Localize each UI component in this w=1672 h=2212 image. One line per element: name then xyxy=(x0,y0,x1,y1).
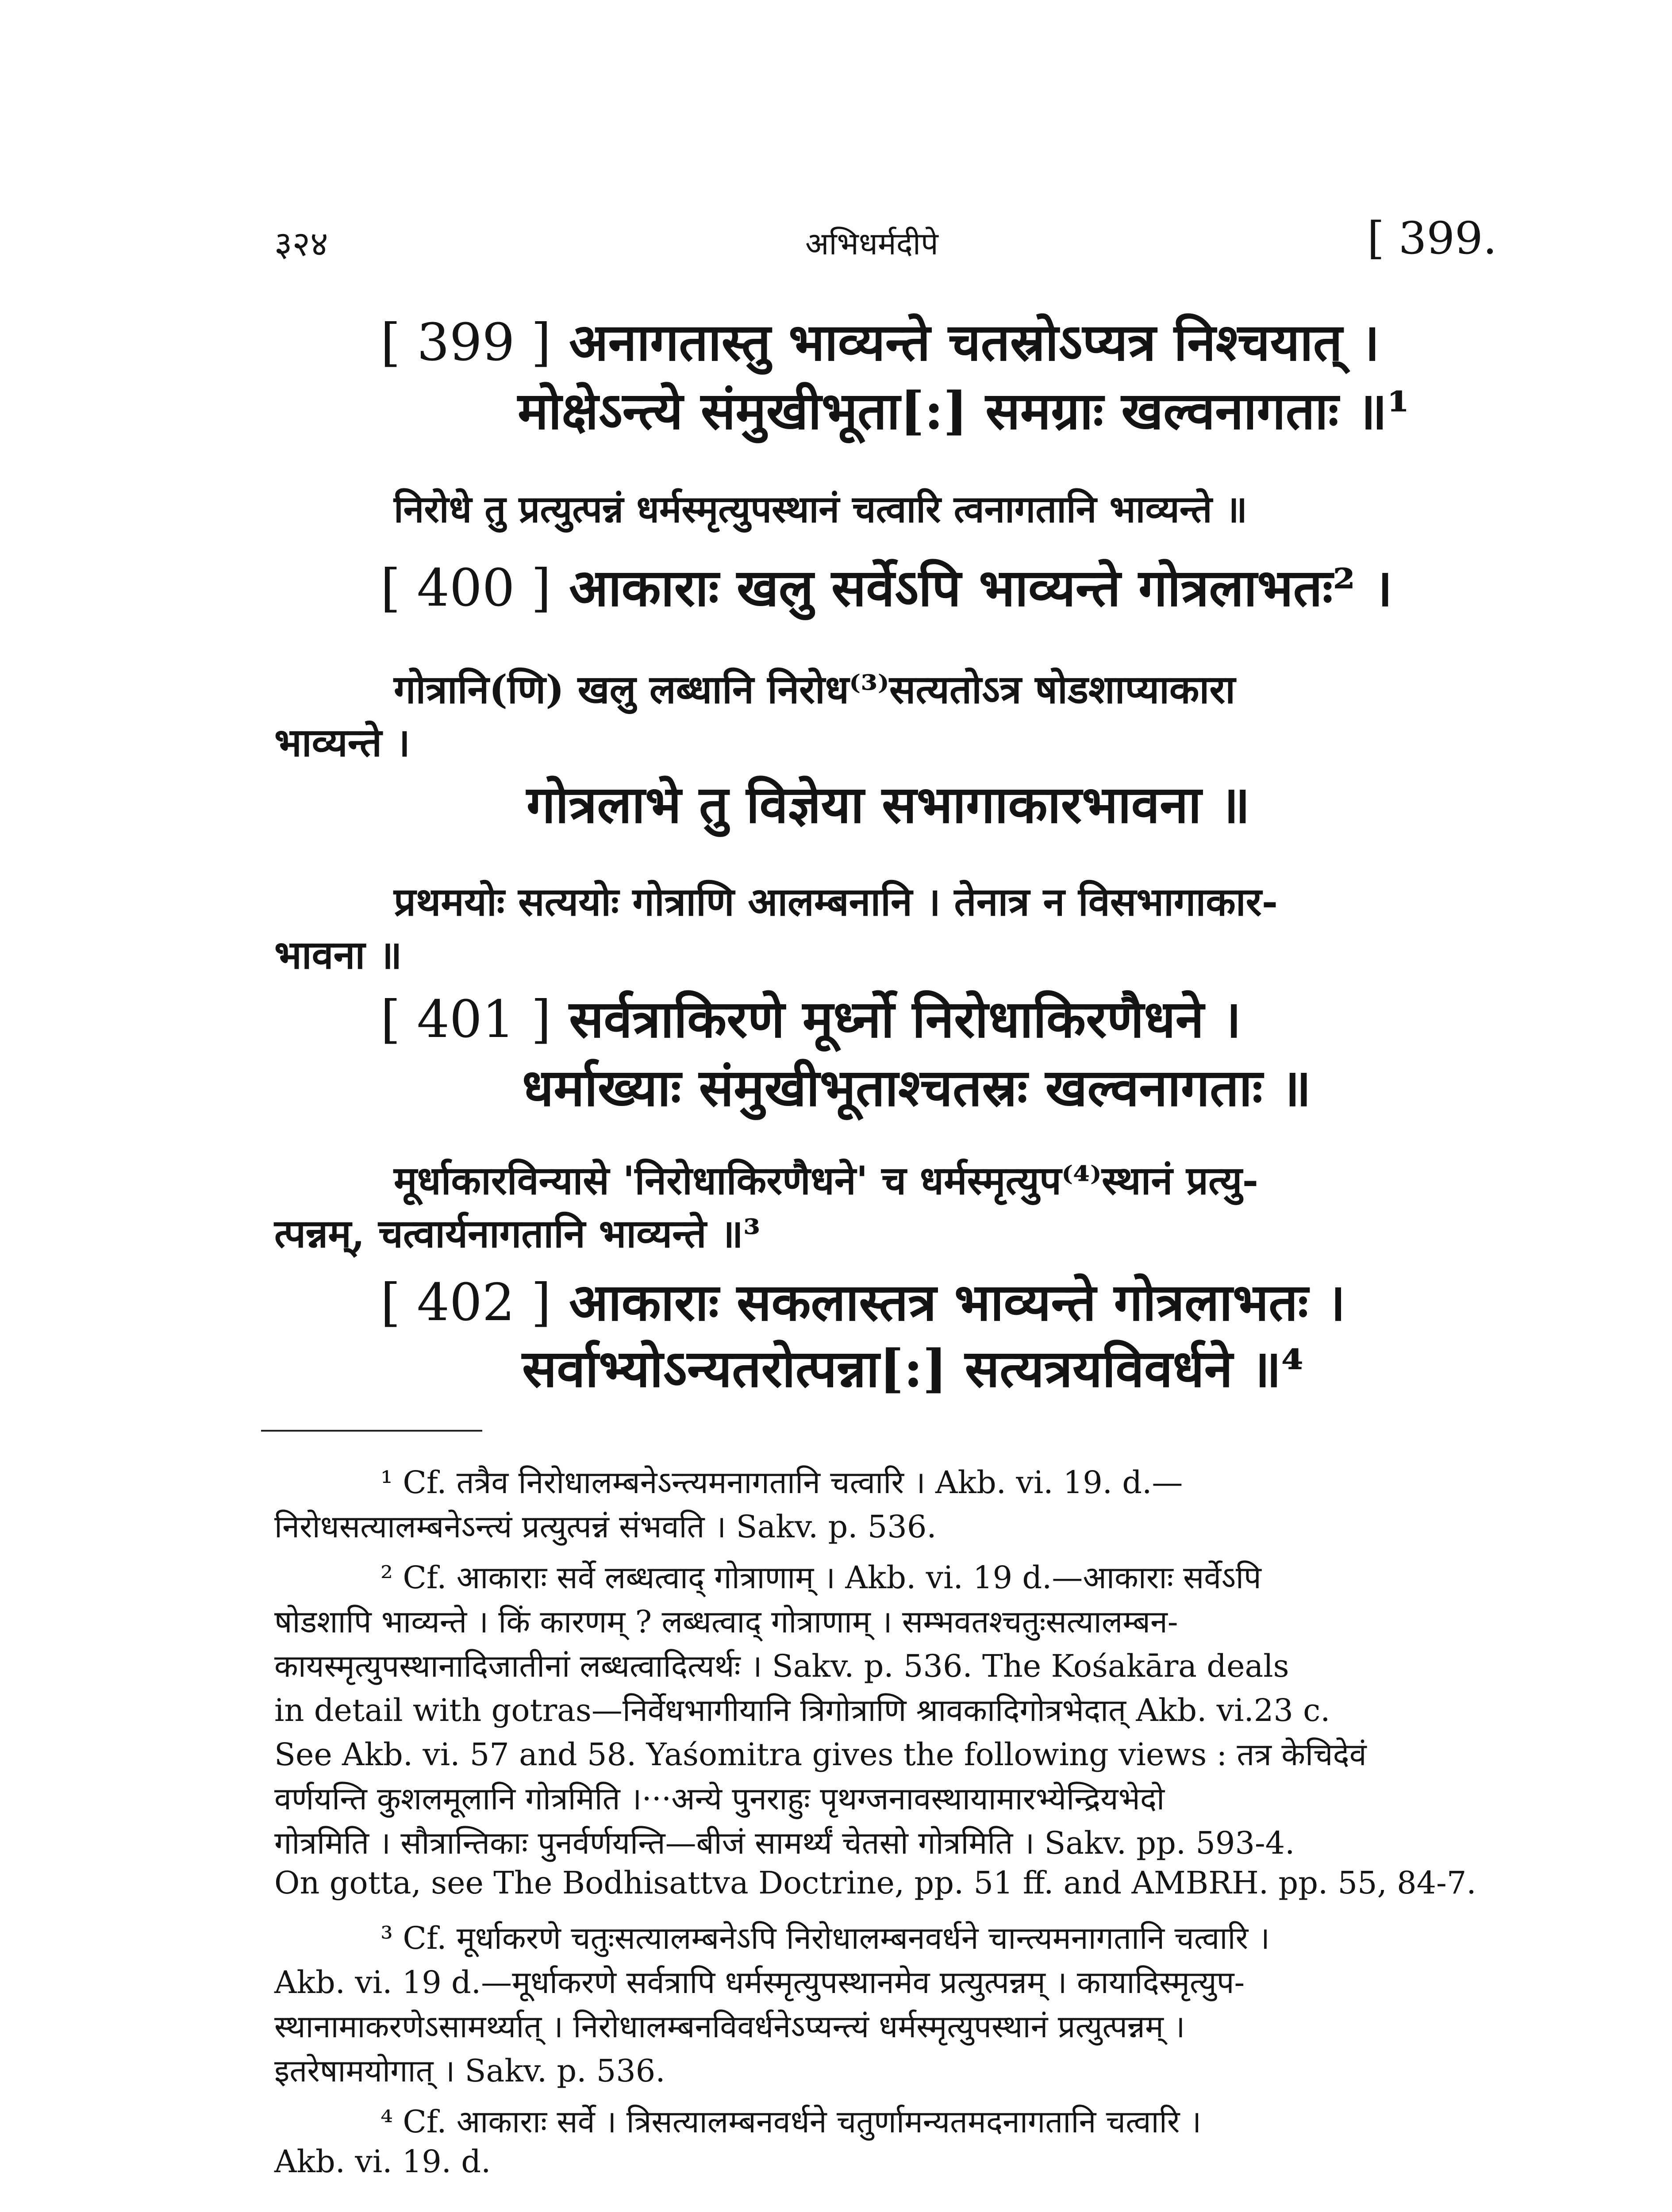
verse-401-line-2: धर्माख्याः संमुखीभूताश्चतस्रः खल्वनागताः ॥ xyxy=(522,1058,1311,1118)
footnote-2-line-6: वर्णयन्ति कुशलमूलानि गोत्रमिति ।···अन्ये पुनराहुः पृथग्जनावस्थायामारभ्येन्द्रियभेदो xyxy=(274,1781,1165,1817)
commentary-400b-line-1: प्रथमयोः सत्ययोः गोत्राणि आलम्बनानि । तेनात्र न विसभागाकार- xyxy=(394,879,1278,925)
running-title: अभिधर्मदीपे xyxy=(805,226,938,262)
commentary-399: निरोधे तु प्रत्युत्पन्नं धर्मस्मृत्युपस्थानं चत्वारि त्वनागतानि भाव्यन्ते ॥ xyxy=(394,487,1248,531)
verse-401-line-1 xyxy=(381,982,1241,1052)
footnote-2-line-7: गोत्रमिति । सौत्रान्तिकाः पुनर्वर्णयन्ति—बीजं सामर्थ्यं चेतसो गोत्रमिति । Sakv. pp. 593-4. xyxy=(274,1825,1295,1861)
verse-number: [ 401 ] xyxy=(381,990,551,1049)
commentary-400a-line-2: भाव्यन्ते । xyxy=(274,719,411,765)
verse-400-line-2: गोत्रलाभे तु विज्ञेया सभागाकारभावना ॥ xyxy=(527,775,1250,835)
commentary-400b-line-2: भावना ॥ xyxy=(274,932,402,978)
footnote-3-line-1: ³ Cf. मूर्धाकरणे चतुःसत्यालम्बनेऽपि निरोधालम्बनवर्धने चान्त्यमनागतानि चत्वारि । xyxy=(381,1920,1270,1956)
commentary-401-line-2: त्पन्नम्, चत्वार्यनागतानि भाव्यन्ते ॥³ xyxy=(274,1210,761,1256)
verse-number: [ 399 ] xyxy=(381,313,551,373)
footnote-3-line-4: इतरेषामयोगात् । Sakv. p. 536. xyxy=(274,2053,665,2089)
footnote-4-line-2: Akb. vi. 19. d. xyxy=(274,2143,491,2180)
verse-402-line-1 xyxy=(381,1265,1345,1335)
verse-text: सर्वत्राकिरणे मूर्ध्नो निरोधाकिरणैधने । xyxy=(569,989,1242,1049)
verse-400-line-1 xyxy=(381,551,1392,621)
commentary-401-line-1: मूर्धाकारविन्यासे 'निरोधाकिरणैधने' च धर्मस्मृत्युप⁽⁴⁾स्थानं प्रत्यु- xyxy=(394,1157,1259,1203)
footnote-rule xyxy=(261,1430,482,1432)
footnote-2-line-5: See Akb. vi. 57 and 58. Yaśomitra gives the following views : तत्र केचिदेवं xyxy=(274,1736,1367,1773)
verse-number: [ 400 ] xyxy=(381,558,551,618)
verse-number: [ 402 ] xyxy=(381,1273,551,1333)
footnote-2-line-8: On gotta, see The Bodhisattva Doctrine, pp. 51 ff. and AMBRH. pp. 55, 84-7. xyxy=(274,1865,1476,1901)
footnote-2-line-4: in detail with gotras—निर्वेधभागीयानि त्रिगोत्राणि श्रावकादिगोत्रभेदात् Akb. vi.23 c. xyxy=(274,1692,1330,1728)
footnote-2-line-1: ² Cf. आकाराः सर्वे लब्धत्वाद् गोत्राणाम् । Akb. vi. 19 d.—आकाराः सर्वेऽपि xyxy=(381,1559,1261,1596)
footnote-3-line-3: स्थानामाकरणेऽसामर्थ्यात् । निरोधालम्बनविवर्धनेऽप्यन्त्यं धर्मस्मृत्युपस्थानं प्रत्युत्पन्नम् । xyxy=(274,2008,1185,2045)
verse-text: आकाराः खलु सर्वेऽपि भाव्यन्ते गोत्रलाभतः² । xyxy=(569,558,1393,618)
footnote-1-line-1: ¹ Cf. तत्रैव निरोधालम्बनेऽन्त्यमनागतानि चत्वारि । Akb. vi. 19. d.— xyxy=(381,1464,1183,1501)
footnote-4-line-1: ⁴ Cf. आकाराः सर्वे । त्रिसत्यालम्बनवर्धने चतुर्णामन्यतमदनागतानि चत्वारि । xyxy=(381,2104,1202,2140)
verse-399-line-2: मोक्षेऽन्त्ये संमुखीभूता[:] समग्राः खल्वनागताः ॥¹ xyxy=(518,381,1410,441)
verse-text: अनागतास्तु भाव्यन्ते चतस्रोऽप्यत्र निश्चयात् । xyxy=(569,312,1380,373)
footnote-3-line-2: Akb. vi. 19 d.—मूर्धाकरणे सर्वत्रापि धर्मस्मृत्युपस्थानमेव प्रत्युत्पन्नम् । कायादिस्मृत्युप- xyxy=(274,1964,1245,2001)
page-number: ३२४ xyxy=(274,224,328,264)
section-number: [ 399. xyxy=(1367,212,1497,264)
footnote-2-line-3: कायस्मृत्युपस्थानादिजातीनां लब्धत्वादित्यर्थः । Sakv. p. 536. The Kośakāra deals xyxy=(274,1648,1289,1684)
commentary-400a-line-1: गोत्रानि(णि) खलु लब्धानि निरोध⁽³⁾सत्यतोऽत्र षोडशाप्याकारा xyxy=(394,666,1236,712)
verse-text: आकाराः सकलास्तत्र भाव्यन्ते गोत्रलाभतः । xyxy=(569,1272,1346,1333)
verse-402-line-2: सर्वाभ्योऽन्यतरोत्पन्ना[:] सत्यत्रयविवर्धने ॥⁴ xyxy=(522,1339,1304,1399)
footnote-2-line-2: षोडशापि भाव्यन्ते । किं कारणम् ? लब्धत्वाद् गोत्राणाम् । सम्भवतश्चतुःसत्यालम्बन- xyxy=(274,1604,1178,1640)
verse-399-line-1 xyxy=(381,305,1380,375)
footnote-1-line-2: निरोधसत्यालम्बनेऽन्त्यं प्रत्युत्पन्नं संभवति । Sakv. p. 536. xyxy=(274,1509,937,1545)
